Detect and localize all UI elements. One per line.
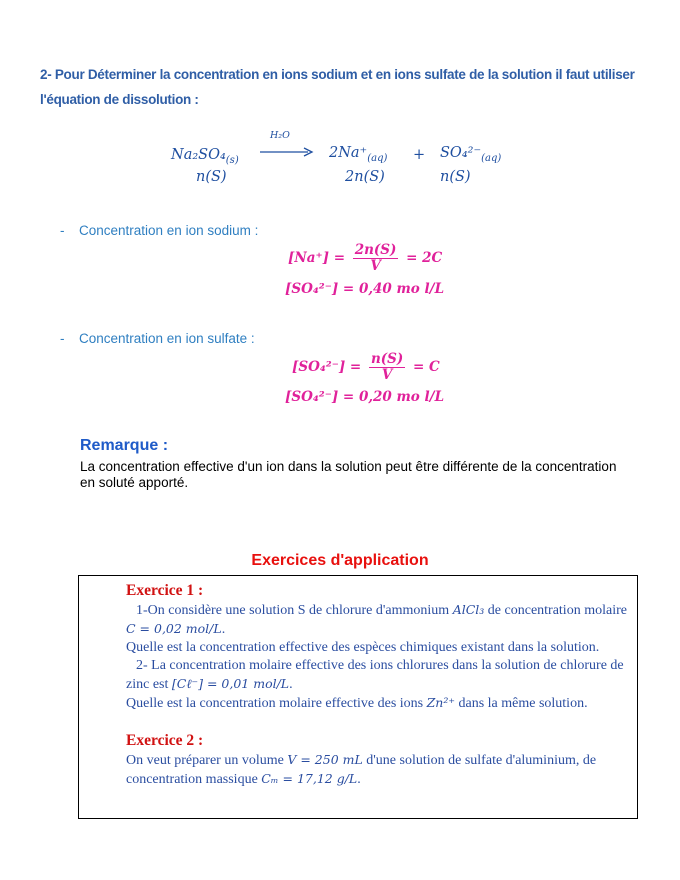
amount-sulfate: n(S) [440,169,471,185]
sulfate-result: [SO₄²⁻] = 0,20 mo l/L [285,389,445,405]
exercise-1-title: Exercice 1 : [126,582,204,599]
sulfate-label: Concentration en ion sulfate : [79,331,255,346]
bullet-sulfate: - Concentration en ion sulfate : [60,331,255,346]
intro-paragraph: 2- Pour Déterminer la concentration en ions sodium et en ions sulfate de la solution il faut utiliser l'équation de dissolution : [40,67,635,107]
exercises-title: Exercices d'application [251,552,429,569]
sodium-result: [SO₄²⁻] = 0,40 mo l/L [285,281,445,297]
bullet-sodium: - Concentration en ion sodium : [60,223,259,238]
amount-sodium: 2n(S) [345,169,385,185]
exercise-1-question1: Quelle est la concentration effective des espèces chimiques existant dans la solution. [126,640,600,655]
arrow-label: H₂O [270,130,290,141]
sodium-formula: [Na⁺] = $\frac{2n(S)}{V}$ = 2C [288,242,443,274]
remark-text: La concentration effective d'un ion dans la solution peut être différente de la concentration en soluté apporté. [80,459,617,490]
exercise-1-part2: 2- La concentration molaire effective des ions chlorures dans la solution de chlorure de zinc est [Cℓ⁻] = 0,01 mol/L. [126,658,624,692]
equation-arrow [258,130,320,162]
equation-plus: + [413,147,426,163]
exercise-1-part1: 1-On considère une solution S de chlorure d'ammonium AlCl₃ de concentration molaire C = 0,02 mol/L. [126,602,627,637]
amount-reactant: n(S) [196,169,227,185]
sulfate-formula: [SO₄²⁻] = $\frac{n(S)}{V}$ = C [292,351,440,383]
equation-reactant: $Na_2SO_4_{(s)}$ [171,147,239,166]
exercise-1-question2: Quelle est la concentration molaire effective des ions Zn²⁺ dans la même solution. [126,695,588,711]
equation-product-sulfate: $SO_4^{2-}_{(aq)}$ [440,145,502,164]
equation-product-sodium: $2Na^+_{(aq)}$ [329,145,388,164]
exercise-2-title: Exercice 2 : [126,732,204,749]
remark-title: Remarque : [80,437,169,454]
sodium-label: Concentration en ion sodium : [79,223,259,238]
exercises-box [78,575,638,819]
exercise-2-text: On veut préparer un volume V = 250 mL d'une solution de sulfate d'aluminium, de concentration massique Cₘ = 17,12 g/L. [126,752,597,787]
